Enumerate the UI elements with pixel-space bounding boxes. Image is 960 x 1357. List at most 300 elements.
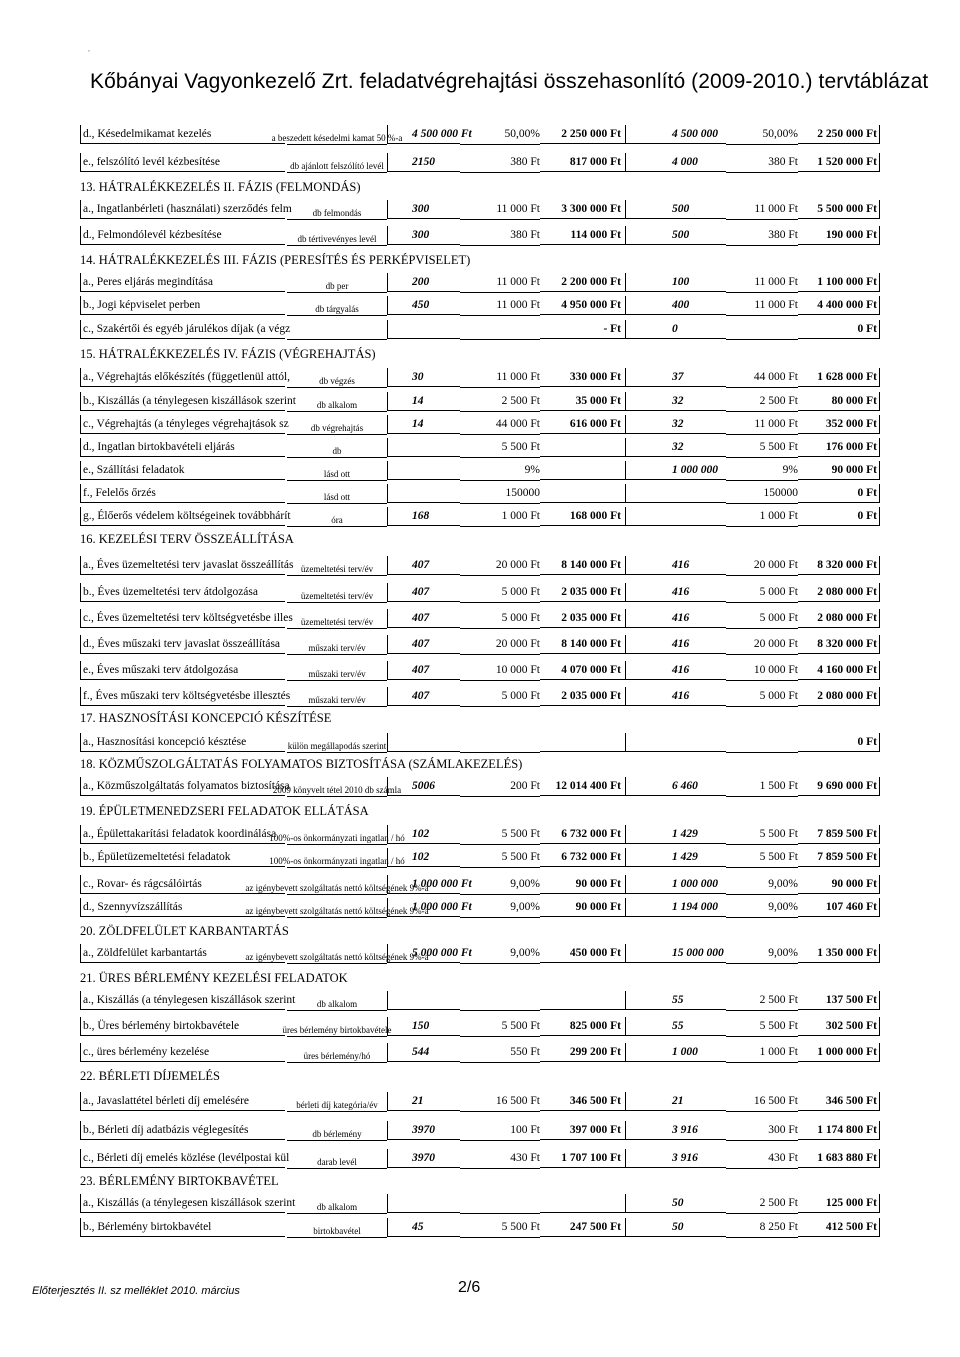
- cell-t1: 817 000 Ft: [540, 153, 626, 172]
- cell-t2: 346 500 Ft: [798, 1092, 880, 1111]
- cell-q2: 6 460: [626, 777, 726, 796]
- table-row: [80, 392, 880, 411]
- cell-t2: 8 320 000 Ft: [798, 635, 880, 654]
- cell-q2: 21: [626, 1092, 726, 1111]
- cell-t2: 4 160 000 Ft: [798, 661, 880, 680]
- cell-p1: 9,00%: [460, 875, 540, 895]
- table-row: [80, 1149, 880, 1168]
- cell-q1: 407: [387, 687, 460, 706]
- cell-name: c., Éves üzemeltetési terv költségvetésbe illes: [80, 609, 285, 628]
- cell-q2: 50: [626, 1218, 726, 1237]
- table-row: [80, 733, 880, 752]
- cell-name: a., Hasznosítási koncepció késztése: [80, 733, 285, 752]
- table-row: [80, 438, 880, 457]
- cell-t1: 2 250 000 Ft: [540, 125, 626, 144]
- cell-p2: 430 Ft: [726, 1149, 798, 1169]
- cell-unit: [287, 320, 387, 340]
- cell-q2: 416: [626, 556, 726, 575]
- cell-t1: 90 000 Ft: [540, 898, 626, 917]
- cell-q1: 450: [387, 296, 460, 315]
- cell-p1: 16 500 Ft: [460, 1092, 540, 1112]
- table-row: [80, 609, 880, 628]
- cell-p2: 5 000 Ft: [726, 687, 798, 707]
- cell-q2: [626, 507, 726, 526]
- cell-t1: 4 950 000 Ft: [540, 296, 626, 315]
- cell-name: c., Rovar- és rágcsálóirtás: [80, 875, 285, 894]
- cell-q1: 1 000 000 Ft: [387, 898, 460, 917]
- cell-t1: 330 000 Ft: [540, 368, 626, 387]
- cell-unit: db alkalom: [287, 991, 387, 1011]
- cell-t2: 107 460 Ft: [798, 898, 880, 917]
- cell-p2: 1 500 Ft: [726, 777, 798, 797]
- cell-t2: 0 Ft: [798, 507, 880, 526]
- cell-t2: 7 859 500 Ft: [798, 825, 880, 844]
- cell-p2: 9,00%: [726, 898, 798, 918]
- cell-t1: [540, 733, 626, 752]
- cell-p2: [726, 320, 798, 340]
- cell-p1: 100 Ft: [460, 1121, 540, 1141]
- cell-unit: az igénybevett szolgáltatás nettó költségének 9%-a: [287, 944, 387, 964]
- table-row: [80, 507, 880, 526]
- table-row: [80, 153, 880, 172]
- table-row: [80, 898, 880, 917]
- footer-note: Előterjesztés II. sz melléklet 2010. március: [32, 1285, 240, 1297]
- cell-p2: 50,00%: [726, 125, 798, 145]
- cell-q2: 100: [626, 273, 726, 292]
- cell-p1: 9,00%: [460, 944, 540, 964]
- cell-unit: db tértivevényes levél: [287, 226, 387, 246]
- cell-p1: 50,00%: [460, 125, 540, 145]
- cell-name: a., Közműszolgáltatás folyamatos biztosítása: [80, 777, 285, 796]
- cell-p2: 2 500 Ft: [726, 1194, 798, 1214]
- cell-name: f., Felelős őrzés: [80, 484, 285, 503]
- cell-t1: 2 035 000 Ft: [540, 583, 626, 602]
- cell-name: e., Éves műszaki terv átdolgozása: [80, 661, 285, 680]
- cell-p1: 380 Ft: [460, 226, 540, 246]
- cell-p2: 11 000 Ft: [726, 415, 798, 435]
- cell-name: f., Éves műszaki terv költségvetésbe illesztés: [80, 687, 285, 706]
- cell-unit: az igénybevett szolgáltatás nettó költségének 9%-a: [287, 875, 387, 895]
- cell-unit: db: [287, 438, 387, 458]
- cell-unit: 2009 könyvelt tétel 2010 db számla: [287, 777, 387, 797]
- cell-p1: 10 000 Ft: [460, 661, 540, 681]
- cell-p2: 11 000 Ft: [726, 200, 798, 220]
- cell-t1: [540, 991, 626, 1010]
- table-row: [80, 1121, 880, 1140]
- cell-p1: 11 000 Ft: [460, 200, 540, 220]
- cell-unit: db végrehajtás: [287, 415, 387, 435]
- cell-p1: 150000: [460, 484, 540, 504]
- cell-t1: 825 000 Ft: [540, 1017, 626, 1036]
- cell-t2: 8 320 000 Ft: [798, 556, 880, 575]
- cell-t2: 7 859 500 Ft: [798, 848, 880, 867]
- cell-t1: [540, 484, 626, 503]
- table-row: [80, 296, 880, 315]
- cell-p1: 430 Ft: [460, 1149, 540, 1169]
- cell-q1: [387, 733, 460, 752]
- cell-q2: 416: [626, 609, 726, 628]
- cell-p2: 5 500 Ft: [726, 438, 798, 458]
- cell-q1: 2150: [387, 153, 460, 172]
- cell-q1: 102: [387, 848, 460, 867]
- cell-t1: 2 035 000 Ft: [540, 609, 626, 628]
- cell-t2: 2 080 000 Ft: [798, 687, 880, 706]
- cell-t1: 2 035 000 Ft: [540, 687, 626, 706]
- cell-q1: 300: [387, 200, 460, 219]
- cell-p1: 9,00%: [460, 898, 540, 918]
- cell-name: c., Végrehajtás (a tényleges végrehajtások sz: [80, 415, 285, 434]
- cell-name: e., felszólító levél kézbesítése: [80, 153, 285, 172]
- section-heading: 22. BÉRLETI DÍJEMELÉS: [80, 1069, 220, 1083]
- cell-p1: 5 500 Ft: [460, 1017, 540, 1037]
- cell-q2: 4 000: [626, 153, 726, 172]
- cell-t2: 2 250 000 Ft: [798, 125, 880, 144]
- cell-name: a., Javaslattétel bérleti díj emelésére: [80, 1092, 285, 1111]
- table-row: [80, 415, 880, 434]
- cell-p2: 20 000 Ft: [726, 556, 798, 576]
- cell-unit: üres bérlemény birtokbavétele: [287, 1017, 387, 1037]
- cell-name: b., Kiszállás (a ténylegesen kiszállások szerint: [80, 392, 285, 411]
- cell-unit: db végzés: [287, 368, 387, 388]
- cell-q1: 407: [387, 661, 460, 680]
- cell-p1: [460, 320, 540, 340]
- cell-name: g., Élőerős védelem költségeinek továbbhárít: [80, 507, 285, 526]
- cell-q1: 30: [387, 368, 460, 387]
- cell-q1: [387, 484, 460, 503]
- page-title: Kőbányai Vagyonkezelő Zrt. feladatvégrehajtási összehasonlító (2009-2010.) tervtáblázat: [90, 70, 929, 93]
- cell-unit: bérleti díj kategória/év: [287, 1092, 387, 1112]
- cell-t2: 2 080 000 Ft: [798, 583, 880, 602]
- cell-q1: 407: [387, 583, 460, 602]
- cell-unit: műszaki terv/év: [287, 661, 387, 681]
- cell-p2: 150000: [726, 484, 798, 504]
- cell-q2: 1 194 000: [626, 898, 726, 917]
- cell-t2: 2 080 000 Ft: [798, 609, 880, 628]
- cell-q2: 4 500 000: [626, 125, 726, 144]
- cell-t1: 2 200 000 Ft: [540, 273, 626, 292]
- cell-unit: db ajánlott felszólító levél: [287, 153, 387, 173]
- cell-q1: 200: [387, 273, 460, 292]
- cell-unit: óra: [287, 507, 387, 527]
- cell-t2: 1 628 000 Ft: [798, 368, 880, 387]
- cell-p2: 5 000 Ft: [726, 583, 798, 603]
- section-heading: 13. HÁTRALÉKKEZELÉS II. FÁZIS (FELMONDÁS): [80, 180, 361, 194]
- cell-p1: 5 500 Ft: [460, 825, 540, 845]
- cell-p1: 380 Ft: [460, 153, 540, 173]
- table-row: [80, 875, 880, 894]
- cell-name: b., Éves üzemeltetési terv átdolgozása: [80, 583, 285, 602]
- cell-unit: üzemeltetési terv/év: [287, 556, 387, 576]
- section-heading: 20. ZÖLDFELÜLET KARBANTARTÁS: [80, 924, 289, 938]
- cell-t1: 616 000 Ft: [540, 415, 626, 434]
- cell-p2: 380 Ft: [726, 226, 798, 246]
- table-row: [80, 484, 880, 503]
- cell-unit: db tárgyalás: [287, 296, 387, 316]
- scan-mark: ,: [88, 44, 90, 53]
- cell-unit: üres bérlemény/hó: [287, 1043, 387, 1063]
- cell-unit: műszaki terv/év: [287, 687, 387, 707]
- cell-t1: 299 200 Ft: [540, 1043, 626, 1062]
- cell-name: a., Zöldfelület karbantartás: [80, 944, 285, 963]
- table-row: [80, 991, 880, 1010]
- cell-p2: 2 500 Ft: [726, 392, 798, 412]
- cell-unit: üzemeltetési terv/év: [287, 609, 387, 629]
- cell-name: a., Kiszállás (a ténylegesen kiszállások szerint: [80, 1194, 285, 1213]
- cell-q1: 4 500 000 Ft: [387, 125, 460, 144]
- table-row: [80, 1194, 880, 1213]
- cell-name: b., Bérleti díj adatbázis véglegesítés: [80, 1121, 285, 1140]
- cell-name: d., Felmondólevél kézbesítése: [80, 226, 285, 245]
- cell-t2: 5 500 000 Ft: [798, 200, 880, 219]
- cell-q1: 5006: [387, 777, 460, 796]
- table-row: [80, 635, 880, 654]
- cell-p1: [460, 991, 540, 1011]
- cell-t1: [540, 438, 626, 457]
- cell-unit: műszaki terv/év: [287, 635, 387, 655]
- cell-p2: 44 000 Ft: [726, 368, 798, 388]
- cell-q2: 416: [626, 661, 726, 680]
- cell-t2: 1 000 000 Ft: [798, 1043, 880, 1062]
- table-row: [80, 200, 880, 219]
- cell-p1: [460, 1194, 540, 1214]
- cell-p2: 5 500 Ft: [726, 1017, 798, 1037]
- cell-q2: 416: [626, 583, 726, 602]
- table-row: [80, 461, 880, 480]
- cell-unit: birtokbavétel: [287, 1218, 387, 1238]
- section-heading: 19. ÉPÜLETMENEDZSERI FELADATOK ELLÁTÁSA: [80, 804, 369, 818]
- cell-p1: 9%: [460, 461, 540, 481]
- cell-unit: darab levél: [287, 1149, 387, 1169]
- cell-t1: 4 070 000 Ft: [540, 661, 626, 680]
- cell-name: b., Üres bérlemény birtokbavétele: [80, 1017, 285, 1036]
- cell-p1: 5 000 Ft: [460, 687, 540, 707]
- cell-q1: 168: [387, 507, 460, 526]
- cell-p1: 11 000 Ft: [460, 368, 540, 388]
- cell-q1: 5 000 000 Ft: [387, 944, 460, 963]
- section-heading: 15. HÁTRALÉKKEZELÉS IV. FÁZIS (VÉGREHAJTÁS): [80, 347, 376, 361]
- cell-q2: [626, 733, 726, 752]
- cell-p2: 10 000 Ft: [726, 661, 798, 681]
- cell-name: d., Késedelmikamat kezelés: [80, 125, 285, 144]
- cell-q2: 500: [626, 200, 726, 219]
- cell-t2: 1 350 000 Ft: [798, 944, 880, 963]
- cell-name: c., Szakértői és egyéb járulékos díjak (a végz: [80, 320, 285, 339]
- cell-q2: 50: [626, 1194, 726, 1213]
- cell-q2: 32: [626, 415, 726, 434]
- cell-t1: 397 000 Ft: [540, 1121, 626, 1140]
- cell-p1: 5 500 Ft: [460, 848, 540, 868]
- cell-name: e., Szállítási feladatok: [80, 461, 285, 480]
- cell-t2: 80 000 Ft: [798, 392, 880, 411]
- table-row: [80, 1043, 880, 1062]
- table-row: [80, 1017, 880, 1036]
- cell-p1: 20 000 Ft: [460, 556, 540, 576]
- cell-unit: a beszedett késedelmi kamat 50 %-a: [287, 125, 387, 145]
- cell-p1: 5 500 Ft: [460, 1218, 540, 1238]
- cell-q2: 1 000 000: [626, 461, 726, 480]
- cell-unit: db per: [287, 273, 387, 293]
- cell-p2: 5 500 Ft: [726, 825, 798, 845]
- table-row: [80, 944, 880, 963]
- table-row: [80, 661, 880, 680]
- cell-p2: 8 250 Ft: [726, 1218, 798, 1238]
- cell-unit: külön megállapodás szerint: [287, 733, 387, 753]
- section-heading: 17. HASZNOSÍTÁSI KONCEPCIÓ KÉSZÍTÉSE: [80, 711, 332, 725]
- cell-unit: db bérlemény: [287, 1121, 387, 1141]
- cell-q2: 3 916: [626, 1121, 726, 1140]
- cell-t2: 352 000 Ft: [798, 415, 880, 434]
- cell-p2: 9,00%: [726, 875, 798, 895]
- cell-q2: 15 000 000: [626, 944, 726, 963]
- section-heading: 16. KEZELÉSI TERV ÖSSZEÁLLÍTÁSA: [80, 532, 294, 546]
- cell-q2: 1 000 000: [626, 875, 726, 894]
- cell-t2: 0 Ft: [798, 484, 880, 503]
- cell-q2: 416: [626, 635, 726, 654]
- cell-q1: [387, 461, 460, 480]
- cell-q2: 37: [626, 368, 726, 387]
- table-row: [80, 1092, 880, 1111]
- cell-t2: 412 500 Ft: [798, 1218, 880, 1237]
- cell-t1: 450 000 Ft: [540, 944, 626, 963]
- cell-q1: [387, 320, 460, 339]
- cell-q1: 300: [387, 226, 460, 245]
- cell-p1: [460, 733, 540, 753]
- cell-q2: [626, 484, 726, 503]
- cell-name: c., üres bérlemény kezelése: [80, 1043, 285, 1062]
- cell-unit: üzemeltetési terv/év: [287, 583, 387, 603]
- cell-p2: 5 500 Ft: [726, 848, 798, 868]
- cell-q1: 14: [387, 392, 460, 411]
- cell-q2: 0: [626, 320, 726, 339]
- cell-t1: 1 707 100 Ft: [540, 1149, 626, 1168]
- cell-p1: 5 000 Ft: [460, 609, 540, 629]
- cell-unit: 100%-os önkormányzati ingatlan / hó: [287, 848, 387, 868]
- cell-q1: 407: [387, 609, 460, 628]
- section-heading: 21. ÜRES BÉRLEMÉNY KEZELÉSI FELADATOK: [80, 971, 348, 985]
- cell-t2: 190 000 Ft: [798, 226, 880, 245]
- table-row: [80, 556, 880, 575]
- cell-q2: 400: [626, 296, 726, 315]
- cell-p2: 9%: [726, 461, 798, 481]
- cell-p2: [726, 733, 798, 753]
- cell-t2: 1 174 800 Ft: [798, 1121, 880, 1140]
- cell-t2: 90 000 Ft: [798, 875, 880, 894]
- cell-t2: 90 000 Ft: [798, 461, 880, 480]
- cell-t1: 168 000 Ft: [540, 507, 626, 526]
- cell-p2: 1 000 Ft: [726, 1043, 798, 1063]
- cell-name: d., Szennyvízszállítás: [80, 898, 285, 917]
- cell-name: a., Ingatlanbérleti (használati) szerződés felm: [80, 200, 285, 219]
- cell-p1: 11 000 Ft: [460, 273, 540, 293]
- cell-p2: 300 Ft: [726, 1121, 798, 1141]
- cell-unit: lásd ott: [287, 461, 387, 481]
- cell-t2: 0 Ft: [798, 733, 880, 752]
- table-row: [80, 1218, 880, 1237]
- table-row: [80, 583, 880, 602]
- table-row: [80, 777, 880, 796]
- cell-q1: 407: [387, 635, 460, 654]
- cell-p1: 5 000 Ft: [460, 583, 540, 603]
- cell-name: c., Bérleti díj emelés közlése (levélpostai kül: [80, 1149, 285, 1168]
- cell-name: a., Éves üzemeltetési terv javaslat összeállítás: [80, 556, 285, 575]
- cell-unit: db alkalom: [287, 392, 387, 412]
- cell-t1: 6 732 000 Ft: [540, 848, 626, 867]
- cell-t1: 12 014 400 Ft: [540, 777, 626, 796]
- cell-t2: 302 500 Ft: [798, 1017, 880, 1036]
- cell-p2: 11 000 Ft: [726, 273, 798, 293]
- cell-t1: 3 300 000 Ft: [540, 200, 626, 219]
- cell-p1: 2 500 Ft: [460, 392, 540, 412]
- cell-t1: 35 000 Ft: [540, 392, 626, 411]
- cell-unit: db alkalom: [287, 1194, 387, 1214]
- cell-unit: 100%-os önkormányzati ingatlan / hó: [287, 825, 387, 845]
- section-heading: 23. BÉRLEMÉNY BIRTOKBAVÉTEL: [80, 1174, 279, 1188]
- cell-q1: [387, 991, 460, 1010]
- cell-q1: 544: [387, 1043, 460, 1062]
- cell-t1: - Ft: [540, 320, 626, 339]
- cell-t1: 8 140 000 Ft: [540, 635, 626, 654]
- cell-q2: 1 429: [626, 848, 726, 867]
- cell-p1: 5 500 Ft: [460, 438, 540, 458]
- cell-p2: 1 000 Ft: [726, 507, 798, 527]
- cell-t2: 176 000 Ft: [798, 438, 880, 457]
- cell-q2: 416: [626, 687, 726, 706]
- cell-t2: 1 100 000 Ft: [798, 273, 880, 292]
- cell-unit: az igénybevett szolgáltatás nettó költségének 9%-a: [287, 898, 387, 918]
- cell-t1: 8 140 000 Ft: [540, 556, 626, 575]
- cell-p2: 5 000 Ft: [726, 609, 798, 629]
- cell-q1: [387, 438, 460, 457]
- cell-q2: 32: [626, 392, 726, 411]
- cell-unit: db felmondás: [287, 200, 387, 220]
- cell-q1: 1 000 000 Ft: [387, 875, 460, 894]
- cell-t1: 346 500 Ft: [540, 1092, 626, 1111]
- cell-q1: 3970: [387, 1121, 460, 1140]
- cell-t2: 1 520 000 Ft: [798, 153, 880, 172]
- section-heading: 18. KÖZMŰSZOLGÁLTATÁS FOLYAMATOS BIZTOSÍTÁSA (SZÁMLAKEZELÉS): [80, 757, 523, 771]
- cell-t1: 90 000 Ft: [540, 875, 626, 894]
- table-row: [80, 848, 880, 867]
- cell-q2: 3 916: [626, 1149, 726, 1168]
- cell-q2: 1 429: [626, 825, 726, 844]
- table-row: [80, 825, 880, 844]
- table-row: [80, 273, 880, 292]
- cell-q2: 1 000: [626, 1043, 726, 1062]
- cell-q1: 150: [387, 1017, 460, 1036]
- table-row: [80, 125, 880, 144]
- cell-p2: 9,00%: [726, 944, 798, 964]
- cell-p2: 11 000 Ft: [726, 296, 798, 316]
- cell-t1: 6 732 000 Ft: [540, 825, 626, 844]
- cell-q2: 500: [626, 226, 726, 245]
- cell-t2: 0 Ft: [798, 320, 880, 339]
- cell-name: a., Peres eljárás megindítása: [80, 273, 285, 292]
- cell-p2: 16 500 Ft: [726, 1092, 798, 1112]
- cell-q2: 32: [626, 438, 726, 457]
- cell-q1: [387, 1194, 460, 1213]
- table-row: [80, 320, 880, 339]
- section-heading: 14. HÁTRALÉKKEZELÉS III. FÁZIS (PERESÍTÉS ÉS PERKÉPVISELET): [80, 253, 471, 267]
- table-row: [80, 368, 880, 387]
- cell-p1: 20 000 Ft: [460, 635, 540, 655]
- cell-t1: 114 000 Ft: [540, 226, 626, 245]
- cell-name: d., Ingatlan birtokbavételi eljárás: [80, 438, 285, 457]
- cell-t1: [540, 1194, 626, 1213]
- page-number: 2/6: [458, 1279, 481, 1296]
- cell-t2: 125 000 Ft: [798, 1194, 880, 1213]
- cell-name: a., Végrehajtás előkészítés (függetlenül attól,: [80, 368, 285, 387]
- cell-t1: [540, 461, 626, 480]
